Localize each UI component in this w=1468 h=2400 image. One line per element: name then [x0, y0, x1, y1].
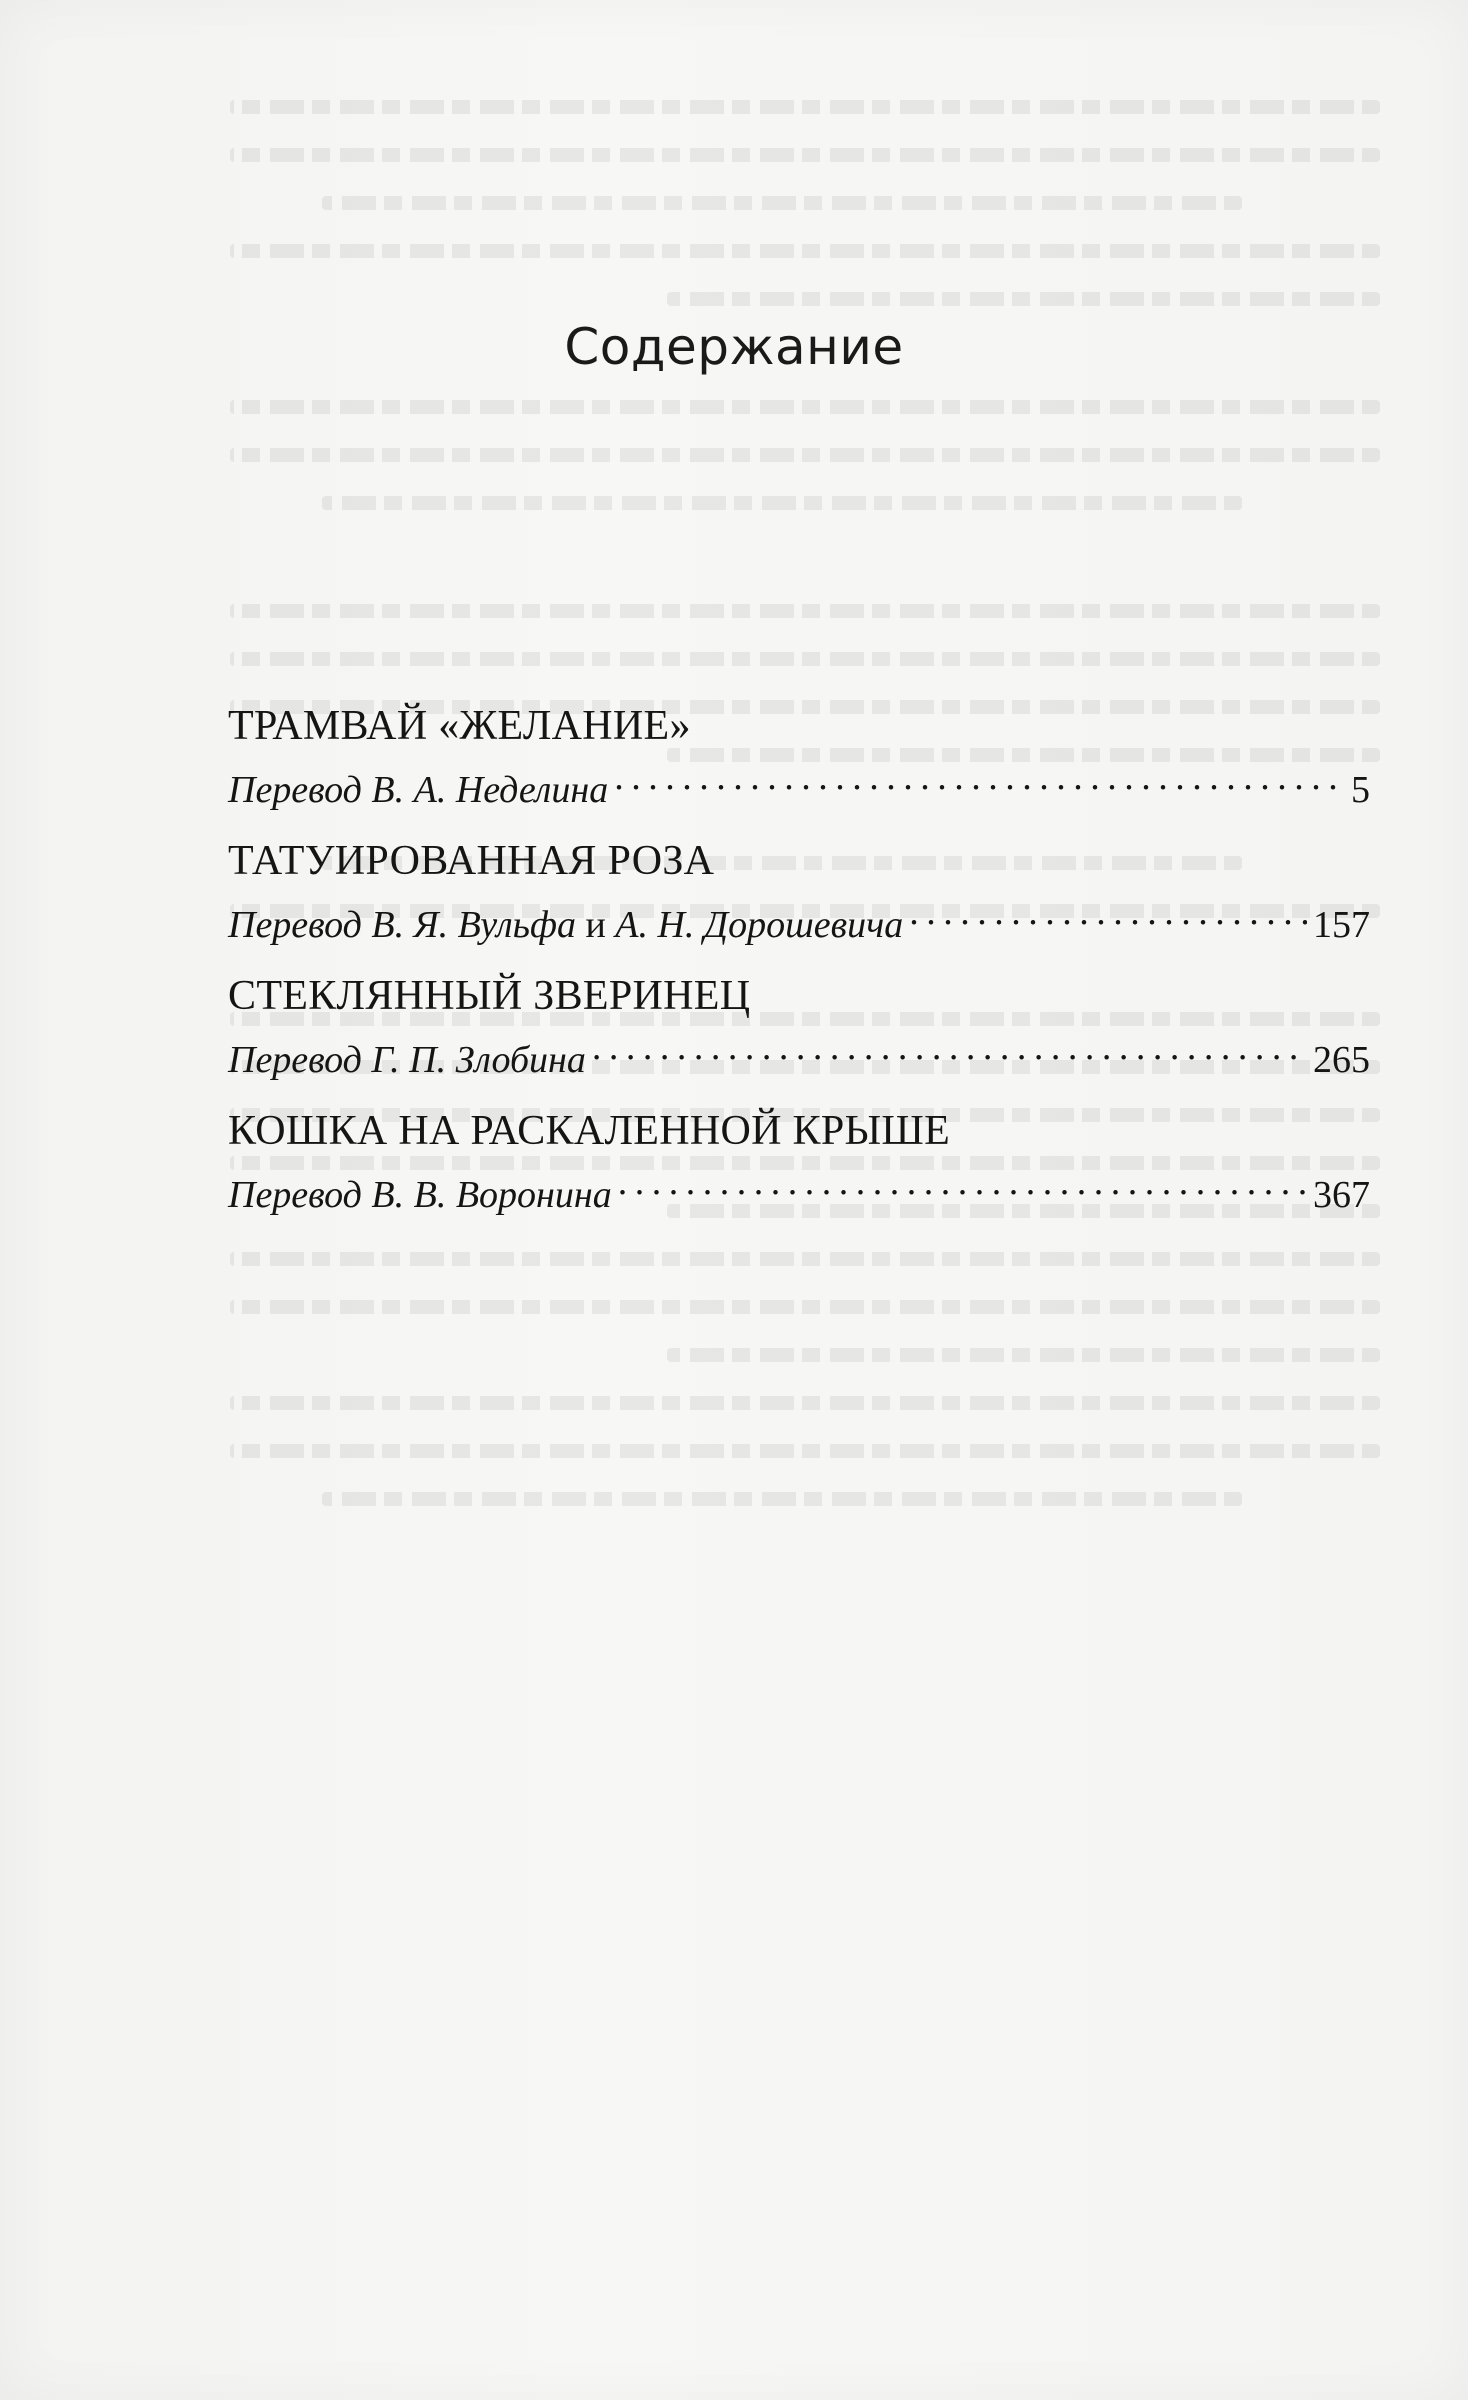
toc-entry-title: КОШКА НА РАСКАЛЕННОЙ КРЫШЕ [228, 1108, 951, 1154]
conjunction: и [575, 904, 616, 946]
page-title: Содержание [564, 318, 904, 376]
toc-entry-title: ТАТУИРОВАННАЯ РОЗА [228, 838, 715, 884]
toc-entry[interactable] [228, 1105, 1370, 1220]
toc-entry-page-number: 5 [1351, 769, 1370, 811]
toc-entry-translator [228, 765, 608, 815]
toc-entry-title: ТРАМВАЙ «ЖЕЛАНИЕ» [228, 703, 691, 749]
dot-leader [909, 887, 1307, 937]
toc-entry-page-number: 367 [1313, 1174, 1370, 1216]
toc-entry[interactable] [228, 700, 1370, 815]
translator-name: Перевод В. В. Воронина [228, 1174, 612, 1216]
dot-leader [592, 1022, 1307, 1072]
translator-name: Перевод В. А. Неделина [228, 769, 609, 811]
toc-entry-page-number: 157 [1313, 904, 1370, 946]
toc-entry[interactable] [228, 835, 1370, 950]
toc-entry-line [228, 1022, 1370, 1085]
translator-name: А. Н. Дорошевича [615, 904, 904, 946]
toc-entry-translator [228, 1035, 586, 1085]
toc-entry-title: СТЕКЛЯННЫЙ ЗВЕРИНЕЦ [228, 973, 751, 1019]
toc-entry[interactable] [228, 970, 1370, 1085]
dot-leader [618, 1157, 1307, 1207]
table-of-contents [228, 700, 1370, 1240]
translator-name: Перевод В. Я. Вульфа [228, 904, 576, 946]
dot-leader [614, 752, 1345, 802]
toc-entry-translator [228, 900, 903, 950]
toc-entry-line [228, 752, 1370, 815]
toc-entry-translator [228, 1170, 612, 1220]
toc-entry-line [228, 887, 1370, 950]
toc-entry-line [228, 1157, 1370, 1220]
toc-entry-page-number: 265 [1313, 1039, 1370, 1081]
translator-name: Перевод Г. П. Злобина [228, 1039, 586, 1081]
